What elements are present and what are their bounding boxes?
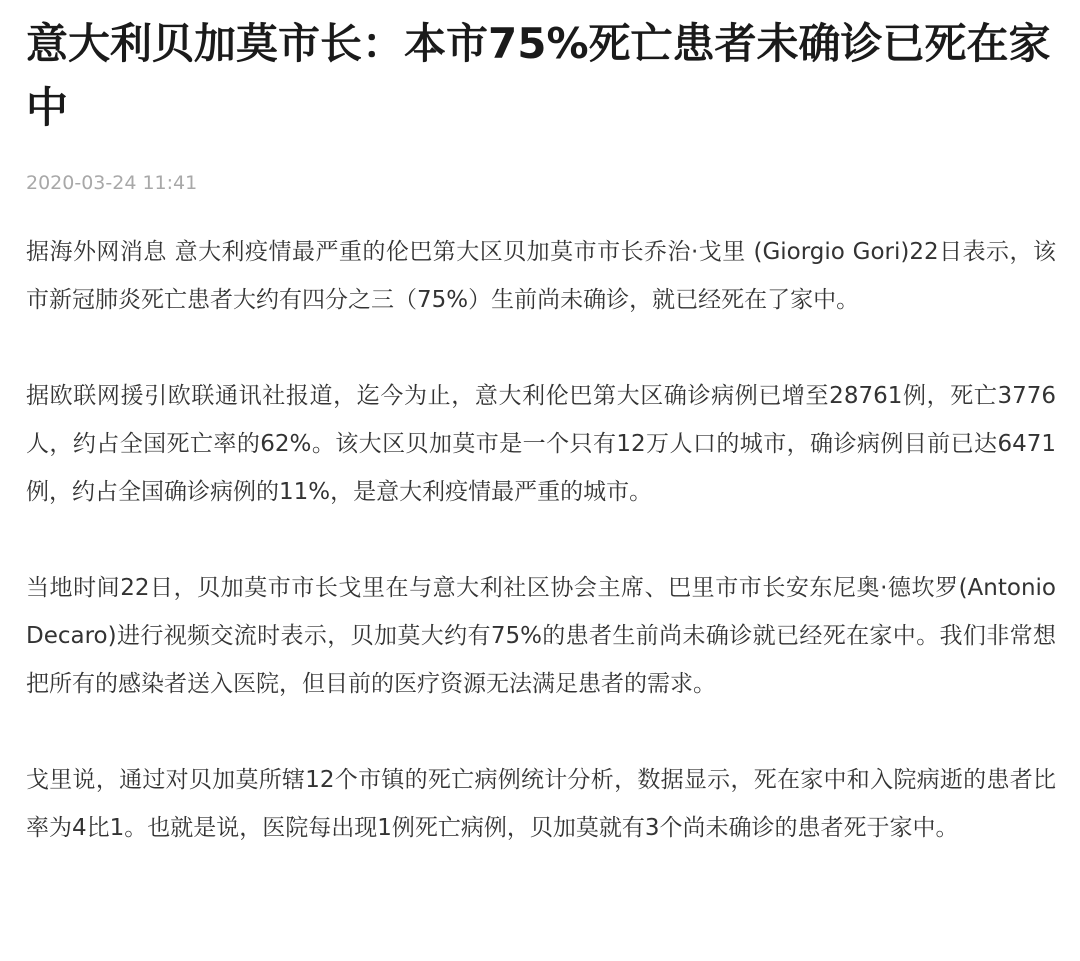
- article: [26, 12, 1056, 852]
- article-paragraph: 据海外网消息 意大利疫情最严重的伦巴第大区贝加莫市市长乔治·戈里 (Giorgio Gori)22日表示，该市新冠肺炎死亡患者大约有四分之三（75%）生前尚未确诊，就已经死在了家中。: [26, 239, 1056, 313]
- article-title: 意大利贝加莫市长：本市75%死亡患者未确诊已死在家中: [26, 19, 1051, 132]
- article-body: [26, 228, 1056, 852]
- article-paragraph: 据欧联网援引欧联通讯社报道，迄今为止，意大利伦巴第大区确诊病例已增至28761例，死亡3776人，约占全国死亡率的62%。该大区贝加莫市是一个只有12万人口的城市，确诊病例目前已达6471例，约占全国确诊病例的11%，是意大利疫情最严重的城市。: [26, 383, 1056, 505]
- article-paragraph: 当地时间22日，贝加莫市市长戈里在与意大利社区协会主席、巴里市市长安东尼奥·德坎罗(Antonio Decaro)进行视频交流时表示，贝加莫大约有75%的患者生前尚未确诊就已经死在家中。我们非常想把所有的感染者送入医院，但目前的医疗资源无法满足患者的需求。: [26, 575, 1056, 697]
- article-paragraph: 戈里说，通过对贝加莫所辖12个市镇的死亡病例统计分析，数据显示，死在家中和入院病逝的患者比率为4比1。也就是说，医院每出现1例死亡病例，贝加莫就有3个尚未确诊的患者死于家中。: [26, 767, 1056, 841]
- publish-timestamp: 2020-03-24 11:41: [26, 172, 198, 194]
